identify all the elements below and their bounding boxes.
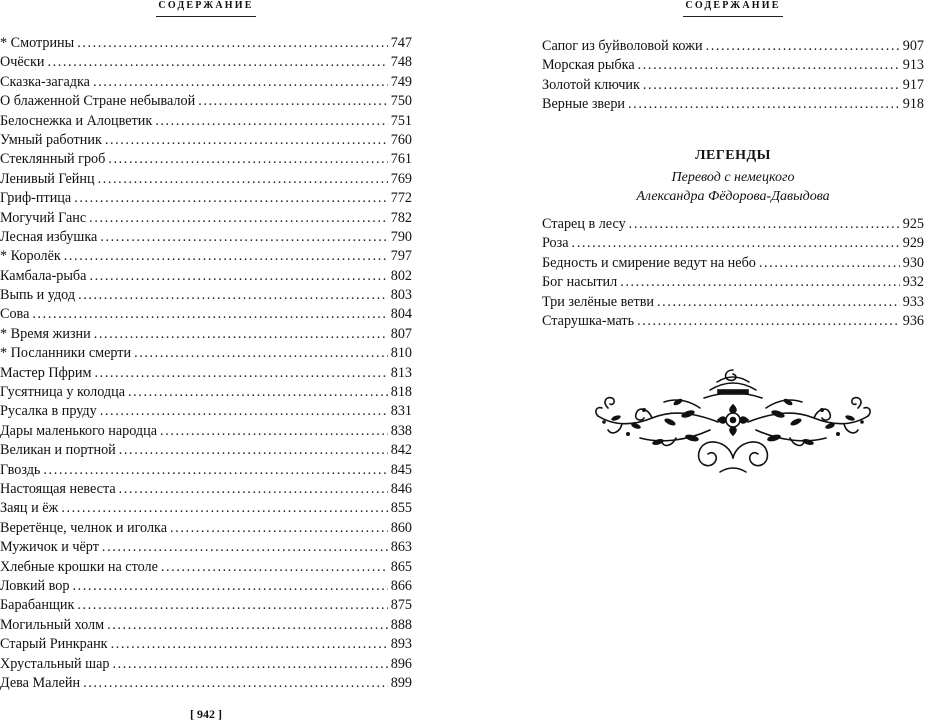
toc-entry-title: * Смотрины	[0, 35, 75, 51]
toc-entry-page: 917	[902, 76, 924, 93]
toc-entry	[0, 559, 412, 578]
toc-entry-page: 797	[390, 248, 412, 265]
toc-entry-page: 802	[390, 267, 412, 284]
dot-leader	[119, 481, 388, 498]
dot-leader	[83, 675, 388, 692]
running-header	[0, 0, 412, 17]
dot-leader	[572, 235, 900, 252]
toc-entry	[0, 617, 412, 636]
toc-entry	[0, 306, 412, 325]
toc-entry-title: * Время жизни	[0, 325, 91, 342]
toc-entry-page: 772	[390, 190, 412, 207]
toc-entry	[0, 151, 412, 170]
toc-entry	[0, 597, 412, 616]
toc-entry	[0, 35, 412, 54]
dot-leader	[119, 442, 388, 459]
toc-entry-title: Дева Малейн	[0, 674, 81, 691]
toc-entry-title: Верные звери	[542, 96, 626, 113]
dot-leader	[77, 35, 388, 52]
toc-entry	[542, 77, 924, 96]
toc-entry-title: Стеклянный гроб	[0, 151, 106, 168]
toc-entry-page: 930	[902, 254, 924, 271]
toc-entry	[0, 520, 412, 539]
toc-entry	[0, 481, 412, 500]
dot-leader	[89, 268, 387, 285]
toc-entry-page: 860	[390, 519, 412, 536]
toc-entry-page: 831	[390, 403, 412, 420]
dot-leader	[759, 255, 900, 272]
dot-leader	[94, 326, 388, 343]
dot-leader	[637, 313, 900, 330]
toc-list	[542, 38, 924, 116]
toc-entry-page: 751	[390, 112, 412, 129]
toc-entry	[542, 313, 924, 332]
toc-entry-title: Старушка-мать	[542, 312, 635, 329]
toc-entry-title: Русалка в пруду	[0, 403, 97, 420]
toc-list	[0, 35, 412, 694]
toc-entry-title: Умный работник	[0, 131, 102, 148]
toc-entry-page: 807	[390, 325, 412, 342]
toc-entry	[0, 423, 412, 442]
toc-entry	[0, 326, 412, 345]
toc-entry-page: 893	[390, 636, 412, 653]
toc-entry-page: 863	[390, 539, 412, 556]
toc-entry	[0, 656, 412, 675]
toc-entry-title: Мужичок и чёрт	[0, 539, 99, 556]
toc-entry-title: О блаженной Стране небывалой	[0, 93, 196, 110]
toc-entry	[0, 190, 412, 209]
toc-entry	[0, 171, 412, 190]
dot-leader	[128, 384, 388, 401]
toc-entry-title: Веретёнце, челнок и иголка	[0, 519, 168, 536]
dot-leader	[155, 113, 387, 130]
toc-entry-page: 761	[390, 151, 412, 168]
dot-leader	[43, 462, 387, 479]
toc-entry	[0, 462, 412, 481]
toc-entry	[542, 255, 924, 274]
toc-entry	[0, 345, 412, 364]
toc-entry	[542, 294, 924, 313]
toc-entry	[0, 287, 412, 306]
toc-entry-page: 936	[902, 312, 924, 329]
toc-entry-title: Гриф-птица	[0, 190, 72, 207]
dot-leader	[100, 403, 388, 420]
toc-entry-title: Морская рыбка	[542, 57, 635, 74]
toc-entry-title: Камбала-рыба	[0, 267, 87, 284]
toc-entry-page: 782	[390, 209, 412, 226]
toc-entry	[0, 365, 412, 384]
dot-leader	[628, 96, 900, 113]
toc-entry-title: Могучий Ганс	[0, 209, 87, 226]
dot-leader	[198, 93, 388, 110]
dot-leader	[89, 210, 388, 227]
dot-leader	[78, 287, 388, 304]
toc-entry-title: Лесная избушка	[0, 228, 98, 245]
toc-entry-page: 803	[390, 287, 412, 304]
page-number: [ 942 ]	[190, 707, 222, 721]
toc-entry-title: Три зелёные ветви	[542, 293, 655, 310]
toc-entry-title: Сапог из буйволовой кожи	[542, 38, 703, 54]
toc-entry	[0, 442, 412, 461]
section-heading: ЛЕГЕНДЫ	[695, 148, 771, 163]
dot-leader	[112, 656, 387, 673]
toc-entry	[542, 216, 924, 235]
toc-entry	[0, 578, 412, 597]
translator-line: Перевод с немецкого	[671, 170, 795, 185]
toc-entry-title: Барабанщик	[0, 597, 75, 614]
toc-entry-title: Великан и портной	[0, 442, 116, 459]
dot-leader	[657, 294, 900, 311]
toc-entry-page: 925	[902, 216, 924, 232]
toc-entry-page: 918	[902, 96, 924, 113]
toc-entry-page: 866	[390, 577, 412, 594]
translator-name: Александра Фёдорова-Давыдова	[636, 189, 830, 204]
dot-leader	[170, 520, 388, 537]
dot-leader	[32, 306, 387, 323]
toc-entry-page: 933	[902, 293, 924, 310]
toc-entry-title: Ленивый Гейнц	[0, 170, 95, 187]
toc-entry-page: 913	[902, 57, 924, 74]
toc-entry	[542, 96, 924, 115]
toc-entry-title: Выпь и удод	[0, 287, 76, 304]
left-page	[0, 0, 412, 724]
dot-leader	[629, 216, 900, 233]
toc-entry-title: * Королёк	[0, 248, 61, 265]
dot-leader	[706, 38, 900, 55]
running-header-text: СОДЕРЖАНИЕ	[158, 0, 254, 11]
dot-leader	[98, 171, 388, 188]
dot-leader	[102, 539, 388, 556]
toc-entry-page: 769	[390, 170, 412, 187]
toc-entry	[0, 229, 412, 248]
toc-entry-title: Бедность и смирение ведут на небо	[542, 254, 756, 271]
toc-entry	[0, 539, 412, 558]
toc-entry-page: 747	[390, 35, 412, 51]
toc-entry	[0, 268, 412, 287]
toc-entry-title: Сказка-загадка	[0, 73, 90, 90]
dot-leader	[161, 559, 388, 576]
toc-entry-page: 749	[390, 73, 412, 90]
toc-entry-title: Могильный холм	[0, 616, 105, 633]
toc-entry-title: * Посланники смерти	[0, 345, 132, 362]
toc-entry-page: 865	[390, 558, 412, 575]
toc-entry-title: Очёски	[0, 54, 45, 71]
toc-entry	[0, 210, 412, 229]
toc-entry	[0, 675, 412, 694]
toc-entry	[0, 403, 412, 422]
right-page	[542, 0, 924, 724]
toc-entry-page: 929	[902, 235, 924, 252]
header-rule	[156, 16, 256, 17]
dot-leader	[93, 74, 388, 91]
toc-entry-title: Ловкий вор	[0, 577, 70, 594]
dot-leader	[72, 578, 387, 595]
toc-entry-page: 790	[390, 228, 412, 245]
toc-entry-page: 750	[390, 93, 412, 110]
toc-entry-page: 804	[390, 306, 412, 323]
legends-toc-list	[542, 216, 924, 332]
toc-entry-title: Бог насытил	[542, 274, 618, 291]
running-header	[542, 0, 924, 17]
dot-leader	[643, 77, 900, 94]
header-rule	[683, 16, 783, 17]
dot-leader	[108, 151, 387, 168]
toc-entry-title: Дары маленького народца	[0, 422, 158, 439]
toc-entry-title: Настоящая невеста	[0, 480, 116, 497]
toc-entry	[0, 132, 412, 151]
toc-entry-page: 813	[390, 364, 412, 381]
dot-leader	[94, 365, 387, 382]
toc-entry-page: 845	[390, 461, 412, 478]
toc-entry-page: 760	[390, 131, 412, 148]
floral-vignette-icon	[592, 360, 874, 490]
toc-entry-page: 907	[902, 38, 924, 54]
toc-entry-page: 855	[390, 500, 412, 517]
toc-entry-title: Золотой ключик	[542, 76, 640, 93]
toc-entry	[0, 384, 412, 403]
toc-entry-page: 748	[390, 54, 412, 71]
toc-entry-title: Гусятница у колодца	[0, 384, 125, 401]
toc-entry	[0, 636, 412, 655]
toc-entry-title: Хлебные крошки на столе	[0, 558, 158, 575]
toc-entry-title: Старец в лесу	[542, 216, 626, 232]
dot-leader	[638, 57, 900, 74]
toc-entry	[542, 274, 924, 293]
toc-entry	[0, 113, 412, 132]
toc-entry-page: 838	[390, 422, 412, 439]
toc-entry-title: Заяц и ёж	[0, 500, 59, 517]
toc-entry-page: 932	[902, 274, 924, 291]
toc-entry	[542, 235, 924, 254]
dot-leader	[77, 597, 387, 614]
dot-leader	[620, 274, 900, 291]
toc-entry-page: 875	[390, 597, 412, 614]
running-header-text: СОДЕРЖАНИЕ	[685, 0, 781, 11]
toc-entry-page: 899	[390, 674, 412, 691]
toc-entry	[0, 93, 412, 112]
toc-entry-page: 846	[390, 480, 412, 497]
dot-leader	[160, 423, 388, 440]
dot-leader	[105, 132, 388, 149]
toc-entry	[0, 74, 412, 93]
toc-entry	[542, 38, 924, 57]
dot-leader	[47, 54, 387, 71]
dot-leader	[134, 345, 388, 362]
dot-leader	[111, 636, 388, 653]
toc-entry	[542, 57, 924, 76]
toc-entry	[0, 500, 412, 519]
toc-entry-page: 896	[390, 655, 412, 672]
toc-entry-title: Сова	[0, 306, 30, 323]
dot-leader	[74, 190, 388, 207]
toc-entry-title: Гвоздь	[0, 461, 41, 478]
toc-entry	[0, 54, 412, 73]
toc-entry-title: Хрустальный шар	[0, 655, 110, 672]
toc-entry-title: Мастер Пфрим	[0, 364, 92, 381]
toc-entry-page: 888	[390, 616, 412, 633]
toc-entry-title: Старый Ринкранк	[0, 636, 108, 653]
toc-entry-page: 818	[390, 384, 412, 401]
dot-leader	[64, 248, 388, 265]
translator-credit	[542, 168, 924, 206]
toc-entry-title: Белоснежка и Алоцветик	[0, 112, 153, 129]
dot-leader	[107, 617, 388, 634]
toc-entry-title: Роза	[542, 235, 569, 252]
toc-entry-page: 842	[390, 442, 412, 459]
dot-leader	[100, 229, 387, 246]
toc-entry-page: 810	[390, 345, 412, 362]
dot-leader	[61, 500, 387, 517]
toc-entry	[0, 248, 412, 267]
